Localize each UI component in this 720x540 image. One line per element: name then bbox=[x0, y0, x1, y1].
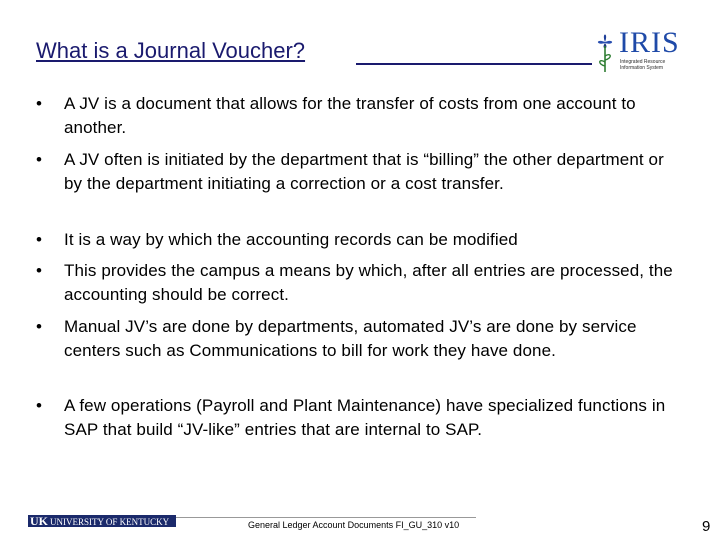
bullet-text: A JV is a document that allows for the transfer of costs from one account to another. bbox=[64, 94, 636, 137]
university-name: UNIVERSITY OF KENTUCKY bbox=[50, 517, 170, 527]
bullet-glyph: • bbox=[36, 94, 42, 113]
title-underline bbox=[356, 63, 592, 65]
page-number: 9 bbox=[702, 518, 711, 535]
iris-logo bbox=[592, 26, 696, 76]
bullet-glyph: • bbox=[36, 317, 42, 336]
footer-document-ref: General Ledger Account Documents FI_GU_310 v10 bbox=[248, 520, 460, 530]
bullet-glyph: • bbox=[36, 396, 42, 415]
university-banner bbox=[28, 515, 176, 527]
slide-title: What is a Journal Voucher? bbox=[36, 38, 306, 63]
bullet-glyph: • bbox=[36, 261, 42, 280]
iris-flower-icon bbox=[592, 28, 618, 74]
bullet-glyph: • bbox=[36, 230, 42, 249]
bullet-text: This provides the campus a means by which, after all entries are processed, the accounting should be correct. bbox=[64, 261, 673, 304]
bullet-text: A few operations (Payroll and Plant Maintenance) have specialized functions in SAP that build “JV-like” entries that are internal to SAP. bbox=[64, 396, 666, 439]
bullet-text: Manual JV’s are done by departments, automated JV’s are done by service centers such as Communications to bill for work they have done. bbox=[64, 317, 637, 360]
university-uk: UK bbox=[30, 515, 48, 527]
footer-divider bbox=[176, 517, 476, 518]
bullet-text: A JV often is initiated by the department that is “billing” the other department or by the department initiating a correction or a cost transfer. bbox=[64, 150, 664, 193]
bullet-glyph: • bbox=[36, 150, 42, 169]
logo-brand: IRIS bbox=[619, 26, 680, 59]
logo-tagline: Integrated Resource Information System bbox=[620, 59, 666, 71]
bullet-text: It is a way by which the accounting records can be modified bbox=[64, 230, 518, 249]
